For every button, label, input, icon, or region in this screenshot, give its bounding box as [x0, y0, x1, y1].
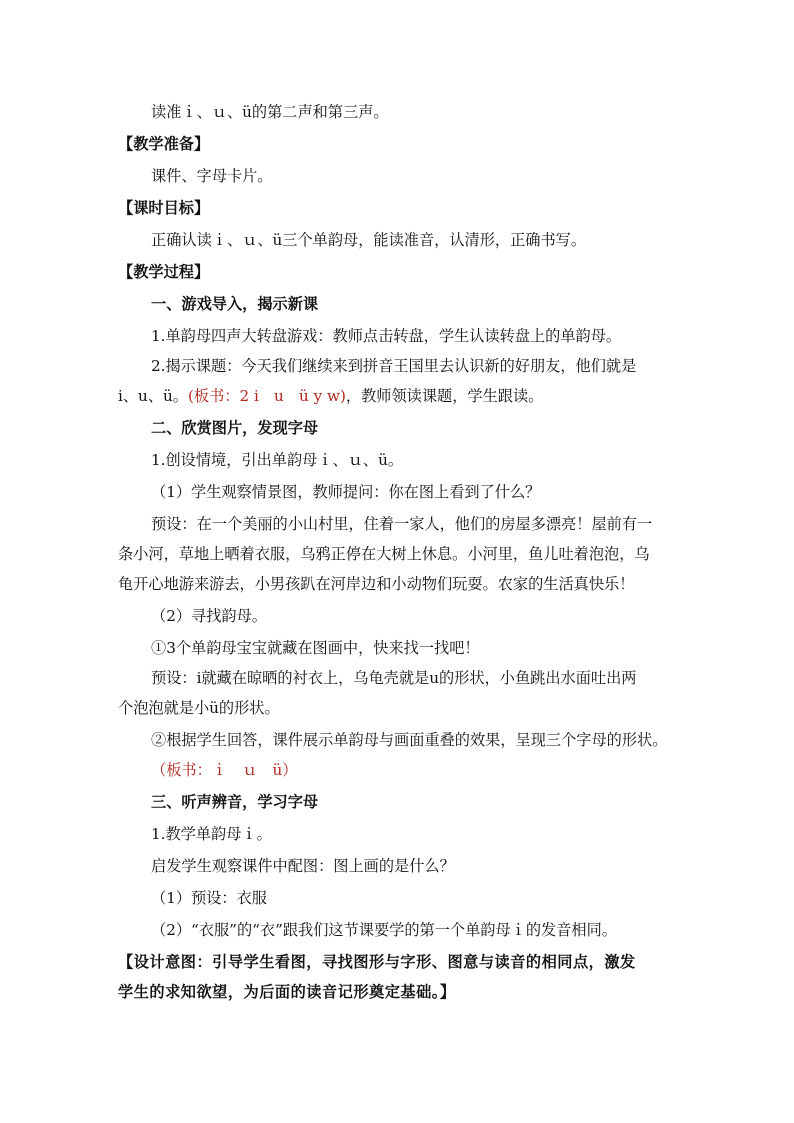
paragraph-line: 1.创设情境，引出单韵母ｉ、ｕ、ü。 — [151, 451, 404, 469]
design-intent-line: 学生的求知欲望，为后面的读音记形奠定基础。】 — [118, 983, 456, 1001]
paragraph-line: （1）预设：衣服 — [151, 889, 267, 907]
objectives-text: 正确认读ｉ、ｕ、ü三个单韵母，能读准音，认清形，正确书写。 — [151, 231, 587, 249]
section-heading-process: 【教学过程】 — [118, 263, 210, 281]
paragraph-line: ②根据学生回答，课件展示单韵母与画面重叠的效果，呈现三个字母的形状。 — [151, 731, 668, 749]
preparation-text: 课件、字母卡片。 — [151, 167, 273, 185]
paragraph-line: 龟开心地游来游去，小男孩趴在河岸边和小动物们玩耍。农家的生活真快乐！ — [118, 575, 635, 593]
design-intent-line: 【设计意图：引导学生看图，寻找图形与字形、图意与读音的相同点，激发 — [118, 953, 636, 971]
paragraph-line: 预设：在一个美丽的小山村里，住着一家人，他们的房屋多漂亮！屋前有一 — [151, 515, 653, 533]
subsection-heading-1: 一、游戏导入，揭示新课 — [151, 295, 319, 313]
paragraph-line: 预设：i就藏在晾晒的衬衣上，乌龟壳就是u的形状，小鱼跳出水面吐出两 — [151, 669, 637, 687]
section-heading-preparation: 【教学准备】 — [118, 135, 210, 153]
section-heading-objectives: 【课时目标】 — [118, 199, 210, 217]
paragraph-line: 条小河，草地上晒着衣服，乌鸦正停在大树上休息。小河里，鱼儿吐着泡泡，乌 — [118, 545, 650, 563]
paragraph-line-with-board-note — [118, 386, 543, 406]
prep-intro-line: 读准ｉ、ｕ、ü的第二声和第三声。 — [151, 103, 389, 121]
board-note: (板书：2 i u ü y w) — [187, 387, 346, 405]
paragraph-line: 个泡泡就是小ü的形状。 — [118, 699, 280, 717]
subsection-heading-3: 三、听声辨音，学习字母 — [151, 793, 319, 811]
paragraph-line: 1.单韵母四声大转盘游戏：教师点击转盘，学生认读转盘上的单韵母。 — [151, 327, 622, 345]
paragraph-line: 启发学生观察课件中配图：图上画的是什么？ — [151, 857, 455, 875]
text-segment: i、u、ü。 — [118, 387, 188, 405]
paragraph-line: 1.教学单韵母ｉ。 — [151, 825, 272, 843]
board-note-line: （板书：ｉ ｕ ü） — [151, 761, 298, 779]
subsection-heading-2: 二、欣赏图片，发现字母 — [151, 419, 319, 437]
paragraph-line: （1）学生观察情景图，教师提问：你在图上看到了什么？ — [151, 483, 541, 501]
paragraph-line: ①3个单韵母宝宝就藏在图画中，快来找一找吧！ — [151, 639, 480, 657]
paragraph-line: （2）寻找韵母。 — [151, 607, 267, 625]
text-segment: ，教师领读课题，学生跟读。 — [345, 387, 544, 405]
paragraph-line: （2）“衣服”的“衣”跟我们这节课要学的第一个单韵母ｉ的发音相同。 — [151, 921, 617, 939]
paragraph-line: 2.揭示课题：今天我们继续来到拼音王国里去认识新的好朋友，他们就是 — [151, 357, 637, 375]
